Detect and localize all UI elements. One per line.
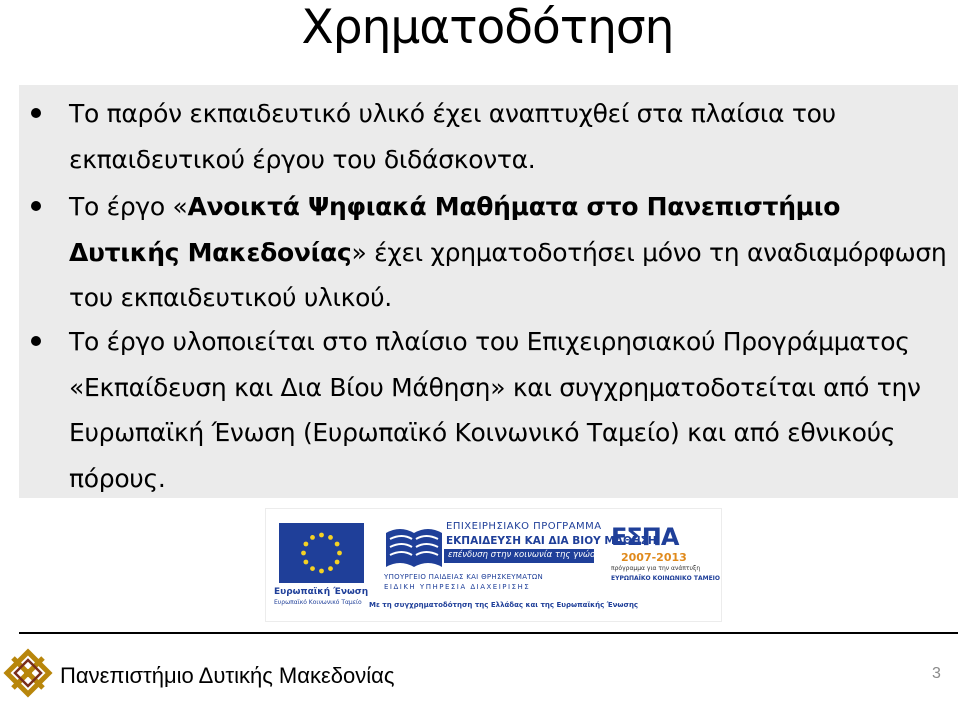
espa-logo: ΕΣΠΑ <box>611 523 679 551</box>
bullet-icon <box>31 201 41 211</box>
op-slogan: επένδυση στην κοινωνία της γνώσης <box>448 550 606 560</box>
bullet-icon <box>31 336 41 346</box>
eu-label: Ευρωπαϊκή Ένωση <box>274 587 369 597</box>
slide-title: Χρηματοδότηση <box>301 0 674 55</box>
footer-university: Πανεπιστήμιο Δυτικής Μακεδονίας <box>60 663 395 688</box>
content-box <box>19 85 958 498</box>
espa-years: 2007-2013 <box>621 551 687 564</box>
bullet-text-part: Το έργο « <box>69 192 188 221</box>
bullet-text <box>69 91 949 182</box>
ministry-label: ΥΠΟΥΡΓΕΙΟ ΠΑΙΔΕΙΑΣ ΚΑΙ ΘΡΗΣΚΕΥΜΑΤΩΝ <box>384 573 544 581</box>
espa-fund-label: ΕΥΡΩΠΑΪΚΟ ΚΟΙΝΩΝΙΚΟ ΤΑΜΕΙΟ <box>611 575 721 582</box>
bullet-text-part: Το παρόν εκπαιδευτικό υλικό έχει αναπτυχθεί στα πλαίσια του εκπαιδευτικού έργου του διδάσκοντα. <box>69 99 836 174</box>
university-logo-icon <box>3 648 53 698</box>
bullet-text-part: » έχει χρηματοδοτήσει μόνο τη αναδιαμόρφωση του εκπαιδευτικού υλικού. <box>69 237 947 312</box>
eu-flag-icon <box>279 523 364 583</box>
bullet-icon <box>31 108 41 118</box>
footer-divider <box>19 632 958 634</box>
espa-tagline: πρόγραμμα για την ανάπτυξη <box>611 565 701 572</box>
service-label: ΕΙΔΙΚΗ ΥΠΗΡΕΣΙΑ ΔΙΑΧΕΙΡΙΣΗΣ <box>384 583 531 591</box>
bullet-text <box>69 184 949 321</box>
cofunding-label: Με τη συγχρηματοδότηση της Ελλάδας και της Ευρωπαϊκής Ένωσης <box>369 601 639 609</box>
page-number: 3 <box>932 665 941 682</box>
eu-sub-label: Ευρωπαϊκό Κοινωνικό Ταμείο <box>274 599 362 606</box>
op-subtitle: ΕΚΠΑΙΔΕΥΣΗ ΚΑΙ ΔΙΑ ΒΙΟΥ ΜΑΘΗΣΗ <box>446 535 657 547</box>
bullet-text-part-bold: Ανοικτά Ψηφιακά Μαθήματα στο Πανεπιστήμιο Δυτικής Μακεδονίας <box>69 192 841 267</box>
op-title: ΕΠΙΧΕΙΡΗΣΙΑΚΟ ΠΡΟΓΡΑΜΜΑ <box>446 521 602 532</box>
funding-logos-banner <box>265 508 722 622</box>
bullet-text <box>69 319 949 501</box>
bullet-text-part: Το έργο υλοποιείται στο πλαίσιο του Επιχειρησιακού Προγράμματος «Εκπαίδευση και Δια Βίου Μάθηση» και συγχρηματοδοτείται από την Ευρωπαϊκή Ένωση (Ευρωπαϊκό Κοινωνικό Ταμείο) και από εθνικούς πόρους. <box>69 327 921 493</box>
eu-stars-icon <box>279 523 364 583</box>
open-book-icon <box>384 523 444 571</box>
